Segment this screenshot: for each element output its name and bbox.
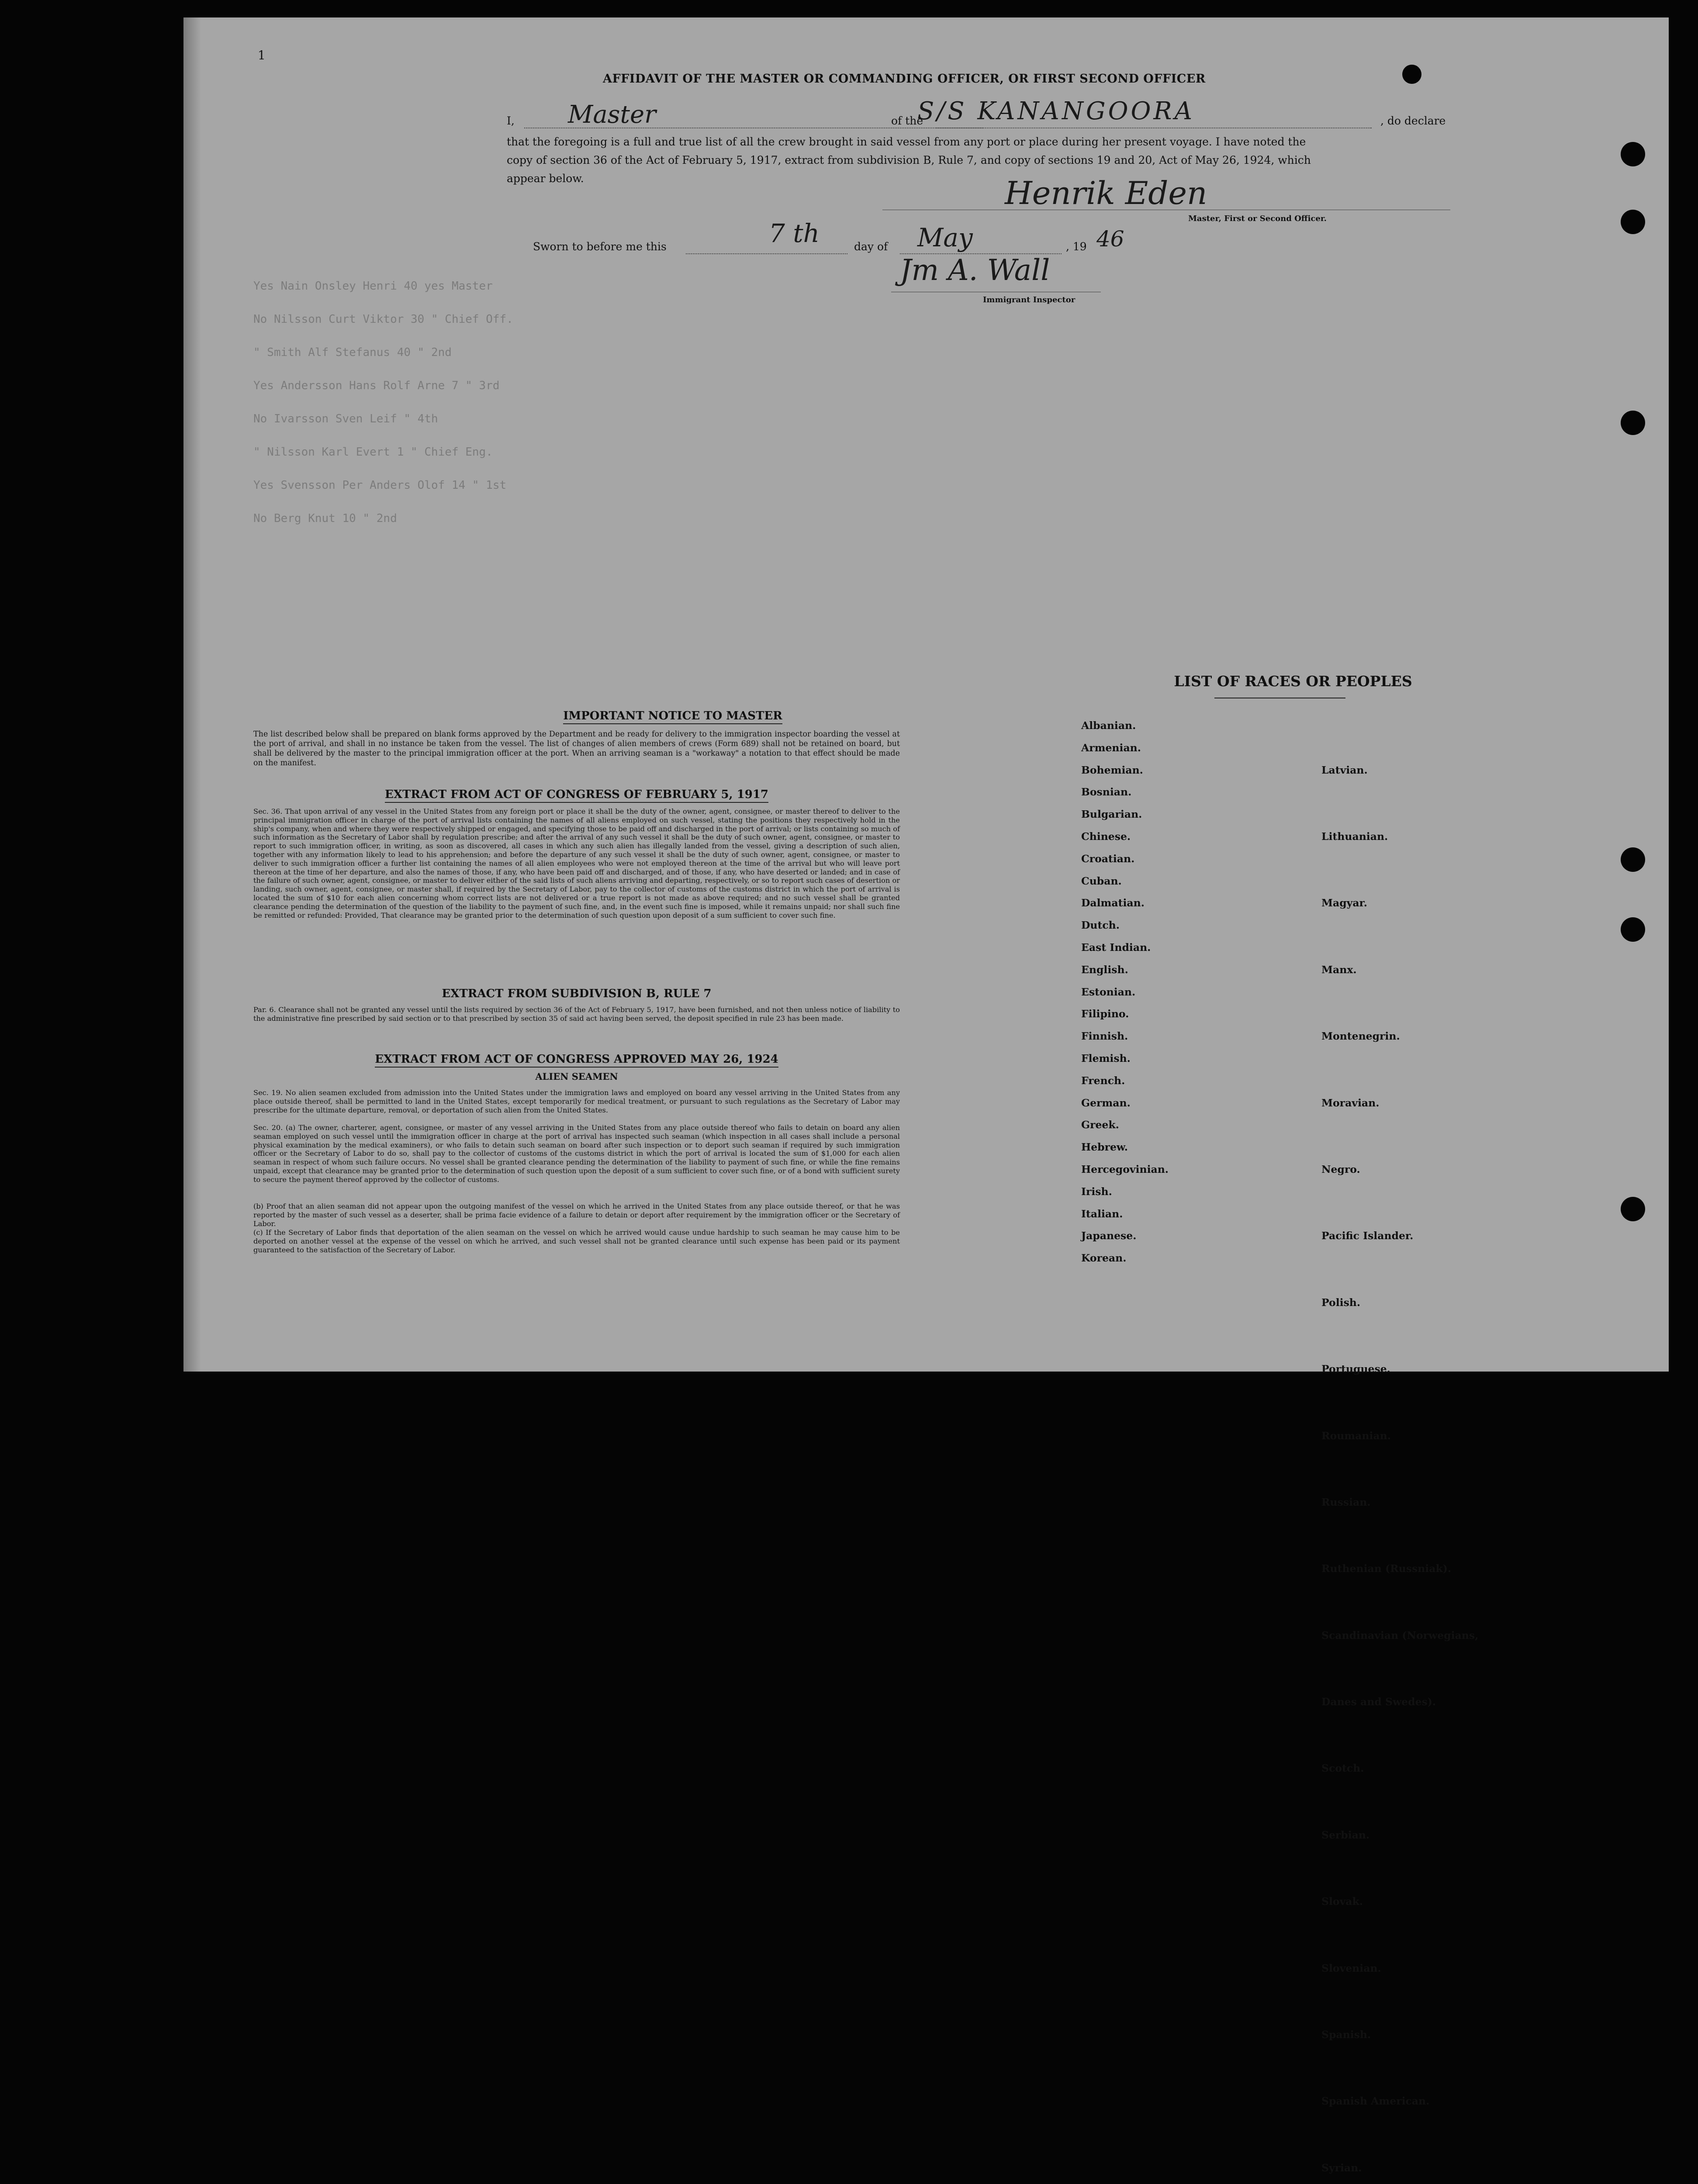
race-item: Greek. bbox=[1081, 1119, 1119, 1131]
handwritten-year: 46 bbox=[1096, 226, 1124, 252]
handwritten-rank: Master bbox=[568, 100, 656, 129]
bleed-through-row: " Nilsson Karl Evert 1 " Chief Eng. bbox=[253, 446, 493, 459]
day-fill-line bbox=[686, 253, 847, 254]
race-item: Slovenian. bbox=[1321, 1962, 1381, 1974]
decl-line-2: that the foregoing is a full and true list of all the crew brought in said vessel from any port or place during her present voyage. I have noted the bbox=[507, 135, 1306, 148]
race-item: Bosnian. bbox=[1081, 786, 1132, 798]
alien-seamen-subtitle: ALIEN SEAMEN bbox=[535, 1071, 618, 1082]
race-item: Estonian. bbox=[1081, 985, 1136, 998]
race-item: Flemish. bbox=[1081, 1052, 1131, 1064]
race-item: Albanian. bbox=[1081, 719, 1136, 732]
race-item: Slovak. bbox=[1321, 1895, 1363, 1908]
document-page bbox=[183, 17, 1669, 2174]
race-item: Irish. bbox=[1081, 1185, 1112, 1198]
extract-1924-title bbox=[253, 1053, 900, 1068]
extract-1924-sec20b: (b) Proof that an alien seaman did not appear upon the outgoing manifest of the vessel on which he arrived in the United States from any place outside thereof, or that he was reported by the master of such vessel as a deserter, shall be prima facie evidence of a failure to detain or deport after requirement by the immigration officer or the Secretary of Labor. bbox=[253, 1202, 900, 1228]
race-item: Chinese. bbox=[1081, 830, 1131, 843]
race-item: Lithuanian. bbox=[1321, 830, 1388, 843]
race-item: Negro. bbox=[1321, 1163, 1360, 1175]
race-item: Ruthenian (Russniak). bbox=[1321, 1562, 1452, 1575]
notice-title bbox=[428, 709, 917, 724]
punch-hole-icon bbox=[1621, 1197, 1645, 1221]
extract-1924-sec20c: (c) If the Secretary of Labor finds that deportation of the alien seaman on the vessel on which he arrived would cause undue hardship to such seaman he may cause him to be deported on another vessel at the expense of the vessel on which he arrived, and such vessel shall not be granted clearance until such expense has been paid or its payment guaranteed to the satisfaction of the Secretary of Labor. bbox=[253, 1228, 900, 1254]
race-item: Hebrew. bbox=[1081, 1141, 1128, 1154]
race-item: Armenian. bbox=[1081, 741, 1141, 754]
page-edge-shadow bbox=[183, 17, 201, 1372]
decl-mid: of the bbox=[891, 114, 923, 127]
race-item: Italian. bbox=[1081, 1207, 1123, 1220]
bleed-through-row: Yes Svensson Per Anders Olof 14 " 1st bbox=[253, 479, 507, 492]
punch-hole-icon bbox=[1621, 917, 1645, 942]
race-item: Croatian. bbox=[1081, 852, 1135, 865]
bleed-through-row: Yes Andersson Hans Rolf Arne 7 " 3rd bbox=[253, 379, 500, 392]
race-item: Danes and Swedes). bbox=[1321, 1696, 1436, 1708]
race-item: Syrian. bbox=[1321, 2161, 1362, 2174]
punch-hole-icon bbox=[1621, 847, 1645, 872]
races-title: LIST OF RACES OR PEOPLES bbox=[1174, 673, 1412, 690]
race-item: Hercegovinian. bbox=[1081, 1163, 1169, 1175]
race-item: Filipino. bbox=[1081, 1008, 1129, 1020]
race-item: Scotch. bbox=[1321, 1762, 1364, 1775]
race-item: Pacific Islander. bbox=[1321, 1230, 1414, 1242]
bleed-through-row: " Smith Alf Stefanus 40 " 2nd bbox=[253, 346, 452, 359]
race-item: Cuban. bbox=[1081, 874, 1122, 887]
race-item: Scandinavian (Norwegians, bbox=[1321, 1629, 1479, 1641]
handwritten-vessel: S/S KANANGOORA bbox=[917, 97, 1195, 125]
race-item: Manx. bbox=[1321, 963, 1357, 976]
year-prefix: , 19 bbox=[1066, 240, 1087, 253]
extract-rule7-body: Par. 6. Clearance shall not be granted any vessel until the lists required by section 36 of the Act of February 5, 1917, have been furnished, and not then unless notice of liability to the administrative fine prescribed by said section or to that prescribed by section 35 of said act having been served, the deposit specified in rule 23 has been made. bbox=[253, 1006, 900, 1023]
decl-suffix: , do declare bbox=[1380, 114, 1446, 127]
extract-1917-body: Sec. 36. That upon arrival of any vessel in the United States from any foreign port or place it shall be the duty of the owner, agent, consignee, or master thereof to deliver to the principal immigration officer in charge of the port of arrival lists containing the names of all aliens employed on such vessel, stating the positions they respectively hold in the ship's company, when and where they were respectively shipped or engaged, and specifying those to be paid off and discharged in the port of arrival; or lists containing so much of such information as the Secretary of Labor shall by regulation prescribe; and after the arrival of any such vessel it shall be the duty of such owner, agent, consignee, or master to report to such immigration officer, in writing, as soon as discovered, all cases in which any such alien has illegally landed from the vessel, giving a description of such alien, together with any information likely to lead to his apprehension; and before the departure of any such vessel it shall be the duty of such owner, agent, consignee, or master to deliver to such immigration officer a further list containing the names of all alien employees who were not employed thereon at the time of the arrival but who will leave port thereon at the time of her departure, and also the names of those, if any, who have been paid off and discharged, and of those, if any, who have deserted or landed; and in case of the failure of such owner, agent, consignee, or master to deliver either of the said lists of such aliens arriving and departing, respectively, or so to report such cases of desertion or landing, such owner, agent, consignee, or master shall, if required by the Secretary of Labor, pay to the collector of customs of the customs district in which the port of arrival is located the sum of $10 for each alien concerning whom correct lists are not delivered or a true report is not made as above required; and no such vessel shall be granted clearance pending the determination of the question of the liability to the payment of such fine, and, in the event such fine is imposed, while it remains unpaid; nor shall such fine be remitted or refunded: Provided, That clearance may be granted prior to the determination of such question upon deposit of a sum sufficient to cover such fine. bbox=[253, 807, 900, 919]
bleed-through-row: No Nilsson Curt Viktor 30 " Chief Off. bbox=[253, 313, 513, 326]
race-item: Latvian. bbox=[1321, 764, 1368, 776]
bleed-through-row: No Ivarsson Sven Leif " 4th bbox=[253, 412, 438, 425]
race-item: Roumanian. bbox=[1321, 1429, 1391, 1442]
race-item: English. bbox=[1081, 963, 1128, 976]
race-item: Spanish. bbox=[1321, 2028, 1371, 2041]
affidavit-title: AFFIDAVIT OF THE MASTER OR COMMANDING OFFICER, OR FIRST SECOND OFFICER bbox=[603, 72, 1206, 86]
master-signature: Henrik Eden bbox=[1005, 175, 1207, 211]
decl-line-3: copy of section 36 of the Act of February 5, 1917, extract from subdivision B, Rule 7, and copy of sections 19 and 20, Act of May 26, 1924, which bbox=[507, 154, 1311, 166]
page-number: 1 bbox=[258, 48, 266, 62]
day-of-label: day of bbox=[854, 240, 888, 253]
notice-body: The list described below shall be prepared on blank forms approved by the Department and be ready for delivery to the immigration inspector boarding the vessel at the port of arrival, and shall in no instance be taken from the vessel. The list of changes of alien members of crews (Form 689) shall not be retained on board, but shall be delivered by the master to the principal immigration officer at the port. When an arriving seaman is a "workaway" a notation to that effect should be made on the manifest. bbox=[253, 730, 900, 767]
decl-prefix: I, bbox=[507, 114, 515, 127]
race-item: Serbian. bbox=[1321, 1828, 1370, 1841]
handwritten-day: 7 th bbox=[769, 218, 820, 248]
race-item: Portuguese. bbox=[1321, 1363, 1390, 1375]
master-signature-label: Master, First or Second Officer. bbox=[1188, 214, 1327, 223]
race-item: East Indian. bbox=[1081, 941, 1151, 954]
bleed-through-row: No Berg Knut 10 " 2nd bbox=[253, 512, 397, 525]
inspector-signature: Jm A. Wall bbox=[900, 253, 1050, 287]
extract-1917-title bbox=[253, 788, 900, 803]
race-item: Polish. bbox=[1321, 1296, 1361, 1309]
races-right-column bbox=[1321, 715, 1485, 2184]
punch-hole-icon bbox=[1402, 65, 1421, 84]
extract-1924-sec20a: Sec. 20. (a) The owner, charterer, agent, consignee, or master of any vessel arriving in the United States from any place outside thereof who fails to detain on board any alien seaman employed on such vessel until the immigration officer in charge at the port of arrival has inspected such seaman (which inspection in all cases shall include a personal physical examination by the medical examiners), or who fails to detain such seaman on board after such inspection or to deport such seaman if required by such immigration officer or the Secretary of Labor to do so, shall pay to the collector of customs of the customs district in which the port of arrival is located the sum of $1,000 for each alien seaman in respect of whom such failure occurs. No vessel shall be granted clearance pending the determination of the liability to payment of such fine, or while the fine remains unpaid, except that clearance may be granted prior to the determination of such question upon the deposit of a sum sufficient to cover such fine, or of a bond with sufficient surety to secure the payment thereof approved by the collector of customs. bbox=[253, 1123, 900, 1184]
race-item: Finnish. bbox=[1081, 1030, 1128, 1043]
race-item: Bohemian. bbox=[1081, 764, 1143, 776]
sworn-prefix: Sworn to before me this bbox=[533, 240, 667, 253]
punch-hole-icon bbox=[1621, 411, 1645, 435]
extract-rule7-title: EXTRACT FROM SUBDIVISION B, RULE 7 bbox=[442, 987, 712, 1000]
race-item: Spanish American. bbox=[1321, 2095, 1430, 2108]
decl-line-4: appear below. bbox=[507, 172, 584, 185]
races-left-column bbox=[1081, 715, 1169, 1269]
handwritten-month: May bbox=[917, 223, 973, 252]
race-item: Russian. bbox=[1321, 1496, 1371, 1508]
punch-hole-icon bbox=[1621, 142, 1645, 166]
notice-title-text: IMPORTANT NOTICE TO MASTER bbox=[563, 709, 782, 724]
extract-1924-title-text: EXTRACT FROM ACT OF CONGRESS APPROVED MAY 26, 1924 bbox=[375, 1053, 778, 1068]
race-item: French. bbox=[1081, 1074, 1125, 1087]
extract-1924-sec19: Sec. 19. No alien seamen excluded from admission into the United States under the immigration laws and employed on board any vessel arriving in the United States from any place outside thereof, shall be permitted to land in the United States, except temporarily for medical treatment, or pursuant to such regulations as the Secretary of Labor may prescribe for the ultimate departure, removal, or deportation of such alien from the United States. bbox=[253, 1089, 900, 1114]
race-item: Korean. bbox=[1081, 1252, 1127, 1265]
race-item: German. bbox=[1081, 1096, 1131, 1109]
race-item: Japanese. bbox=[1081, 1230, 1137, 1242]
race-item: Dalmatian. bbox=[1081, 897, 1145, 909]
extract-1917-title-text: EXTRACT FROM ACT OF CONGRESS OF FEBRUARY 5, 1917 bbox=[385, 788, 768, 803]
bleed-through-row: Yes Nain Onsley Henri 40 yes Master bbox=[253, 280, 493, 293]
punch-hole-icon bbox=[1621, 210, 1645, 234]
race-item: Dutch. bbox=[1081, 919, 1120, 932]
race-item: Moravian. bbox=[1321, 1096, 1380, 1109]
inspector-label: Immigrant Inspector bbox=[983, 295, 1076, 304]
race-item: Magyar. bbox=[1321, 897, 1367, 909]
race-item: Bulgarian. bbox=[1081, 808, 1142, 821]
race-item: Montenegrin. bbox=[1321, 1030, 1400, 1043]
